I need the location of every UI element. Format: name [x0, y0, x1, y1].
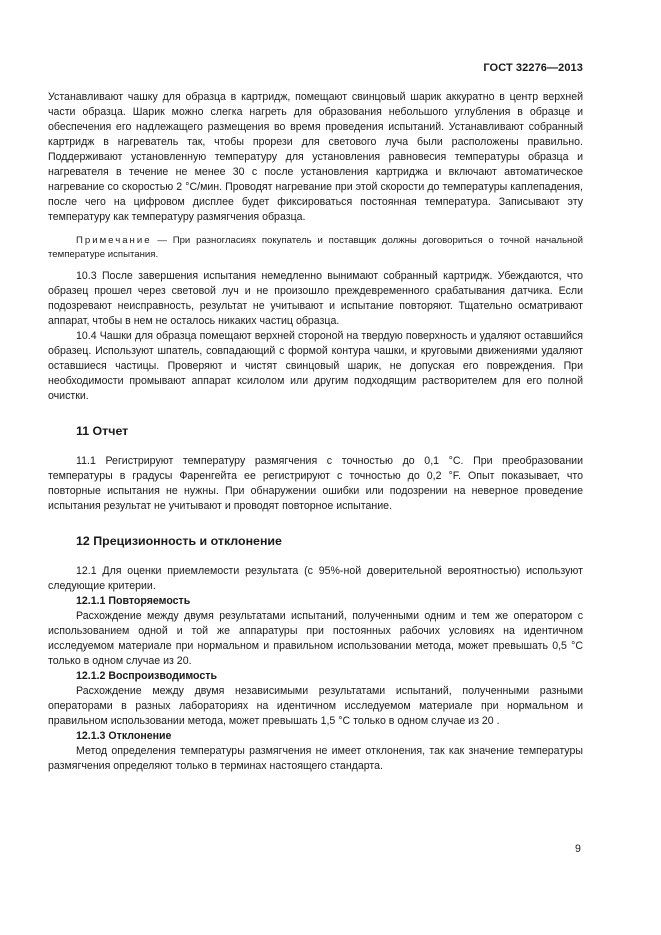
paragraph-12-1-1: Расхождение между двумя результатами испытаний, полученными одним и тем же оператором с использованием одной и той же аппаратуры при постоянных рабочих условиях на идентичном исследуемом материале при нормальном и правильном использовании метода, может превышать 0,5 °С только в одном случае из 20.: [48, 610, 583, 667]
page-number: 9: [575, 843, 581, 855]
subsection-12-1-3-heading: 12.1.3 Отклонение: [76, 730, 172, 742]
standard-designation: ГОСТ 32276—2013: [483, 62, 583, 74]
document-body: [48, 90, 583, 774]
paragraph-11-1: 11.1 Регистрируют температуру размягчения с точностью до 0,1 °С. При преобразовании температуры в градусы Фаренгейта ее регистрируют с точностью до 0,2 °F. Опыт показывает, что повторные испытания не нужны. При обнаружении ошибки или подозрении на неверное проведение испытания результат не учитывают и проводят повторное испытание.: [48, 455, 583, 512]
note-text: — При разногласиях покупатель и поставщик должны договориться о точной начальной температуре испытания.: [48, 235, 583, 260]
paragraph-cartridge-setup: Устанавливают чашку для образца в картридж, помещают свинцовый шарик аккуратно в центр верхней части образца. Шарик можно слегка нагреть для образования небольшого углубления в образце и обеспечения его надлежащего размещения во время проведения испытаний. Устанавливают собранный картридж в нагреватель так, чтобы прорези для светового луча были расположены правильно. Поддерживают установленную температуру для установления равновесия температуры образца и нагревателя в течение не менее 30 с после установления картриджа и включают автоматическое нагревание со скоростью 2 °С/мин. Проводят нагревание при этой скорости до температуры каплепадения, после чего на цифровом дисплее будет фиксироваться постоянная температура. Записывают эту температуру как температуру размягчения образца.: [48, 91, 583, 223]
paragraph-12-1-3: Метод определения температуры размягчения не имеет отклонения, так как значение температуры размягчения определяют только в терминах настоящего стандарта.: [48, 745, 583, 772]
paragraph-10-4: 10.4 Чашки для образца помещают верхней стороной на твердую поверхность и удаляют оставшийся образец. Используют шпатель, совпадающий с формой контура чашки, и круговыми движениями удаляют оставшиеся частицы. Проверяют и чистят свинцовый шарик, не допуская его повреждения. При необходимости промывают аппарат ксилолом или другим подходящим растворителем для его полной очистки.: [48, 330, 583, 402]
paragraph-12-1-2: Расхождение между двумя независимыми результатами испытаний, полученными разными операторами в разных лабораториях на идентичном исследуемом материале при нормальном и правильном использовании метода, может превышать 1,5 °С только в одном случае из 20 .: [48, 685, 583, 727]
note: [48, 234, 583, 262]
note-label: Примечание: [76, 235, 152, 246]
subsection-12-1-2-heading: 12.1.2 Воспроизводимость: [76, 670, 217, 682]
paragraph-12-1: 12.1 Для оценки приемлемости результата (с 95%-ной доверительной вероятностью) используют следующие критерии.: [48, 565, 583, 592]
paragraph-10-3: 10.3 После завершения испытания немедленно вынимают собранный картридж. Убеждаются, что образец прошел через световой луч и не произошло преждевременного срабатывания датчика. Если подозревают неисправность, результат не учитывают и испытание повторяют. Тщательно осматривают аппарат, чтобы в нем не осталось никаких частиц образца.: [48, 270, 583, 327]
section-12-heading: 12 Прецизионность и отклонение: [76, 534, 282, 548]
section-11-heading: 11 Отчет: [76, 424, 129, 438]
subsection-12-1-1-heading: 12.1.1 Повторяемость: [76, 595, 191, 607]
